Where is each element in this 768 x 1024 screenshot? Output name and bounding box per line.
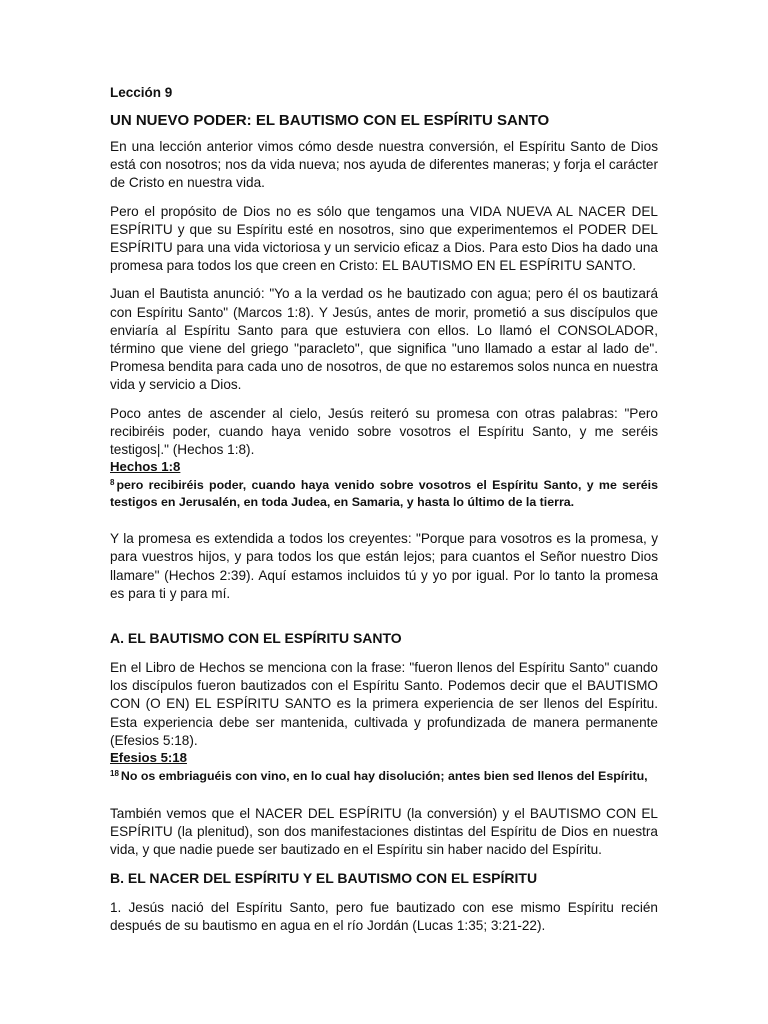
section-heading-b: B. EL NACER DEL ESPÍRITU Y EL BAUTISMO CON EL ESPÍRITU [110,870,538,887]
document-content [110,84,658,946]
lesson-number: Lección 9 [110,85,173,100]
paragraph-8: 1. Jesús nació del Espíritu Santo, pero fue bautizado con ese mismo Espíritu recién después de su bautismo en agua en el río Jordán (Lucas 1:35; 3:21-22). [110,900,658,934]
section-heading-a: A. EL BAUTISMO CON EL ESPÍRITU SANTO [110,630,402,647]
lesson-title: UN NUEVO PODER: EL BAUTISMO CON EL ESPÍRITU SANTO [110,112,550,129]
paragraph-6: En el Libro de Hechos se menciona con la frase: "fueron llenos del Espíritu Santo" cuando los discípulos fueron bautizados con el Espíritu Santo. Podemos decir que el BAUTISMO CON (O EN) EL ESPÍRITU SANTO es la primera experiencia de ser llenos del Espíritu. Esta experiencia debe ser mantenida, cultivada y profundizada de manera permanente (Efesios 5:18). [110,660,658,748]
verse-number: 18 [110,769,119,779]
paragraph-1: En una lección anterior vimos cómo desde nuestra conversión, el Espíritu Santo de Dios está con nosotros; nos da vida nueva; nos ayuda de diferentes maneras; y forja el carácter de Cristo en nuestra vida. [110,139,658,191]
verse-body: No os embriaguéis con vino, en lo cual hay disolución; antes bien sed llenos del Espíritu, [120,769,648,784]
paragraph-4: Poco antes de ascender al cielo, Jesús reiteró su promesa con otras palabras: "Pero recibiréis poder, cuando haya venido sobre vosotros el Espíritu Santo, y me seréis testigos|." (Hechos 1:8). [110,405,658,458]
verse-text-efesios [110,766,658,785]
verse-body: pero recibiréis poder, cuando haya venido sobre vosotros el Espíritu Santo, y me seréis testigos en Jerusalén, en toda Judea, en Samaria, y hasta lo último de la tierra. [110,478,658,509]
verse-reference-efesios: Efesios 5:18 [110,750,187,766]
paragraph-7: También vemos que el NACER DEL ESPÍRITU (la conversión) y el BAUTISMO CON EL ESPÍRITU (la plenitud), son dos manifestaciones distintas del Espíritu de Dios en nuestra vida, y que nadie puede ser bautizado en el Espíritu sin haber nacido del Espíritu. [110,805,658,857]
paragraph-2: Pero el propósito de Dios no es sólo que tengamos una VIDA NUEVA AL NACER DEL ESPÍRITU y que su Espíritu esté en nosotros, sino que experimentemos el PODER DEL ESPÍRITU para una vida victoriosa y un servicio eficaz a Dios. Para esto Dios ha dado una promesa para todos los que creen en Cristo: EL BAUTISMO EN EL ESPÍRITU SANTO. [110,203,658,274]
verse-reference-hechos: Hechos 1:8 [110,459,181,475]
verse-number: 8 [110,478,115,488]
paragraph-5: Y la promesa es extendida a todos los creyentes: "Porque para vosotros es la promesa, y para vuestros hijos, y para todos los que están lejos; para cuantos el Señor nuestro Dios llamare" (Hechos 2:39). Aquí estamos incluidos tú y yo por igual. Por lo tanto la promesa es para ti y para mí. [110,531,658,601]
paragraph-3: Juan el Bautista anunció: "Yo a la verdad os he bautizado con agua; pero él os bautizará con Espíritu Santo" (Marcos 1:8). Y Jesús, antes de morir, prometió a sus discípulos que enviaría al Espíritu Santo para que estuviera con ellos. Lo llamó el CONSOLADOR, término que viene del griego "paracleto", que significa "uno llamado a estar al lado de". Promesa bendita para cada uno de nosotros, de que no estaremos solos nunca en nuestra vida y servicio a Dios. [110,286,658,393]
verse-text-hechos [110,475,658,510]
